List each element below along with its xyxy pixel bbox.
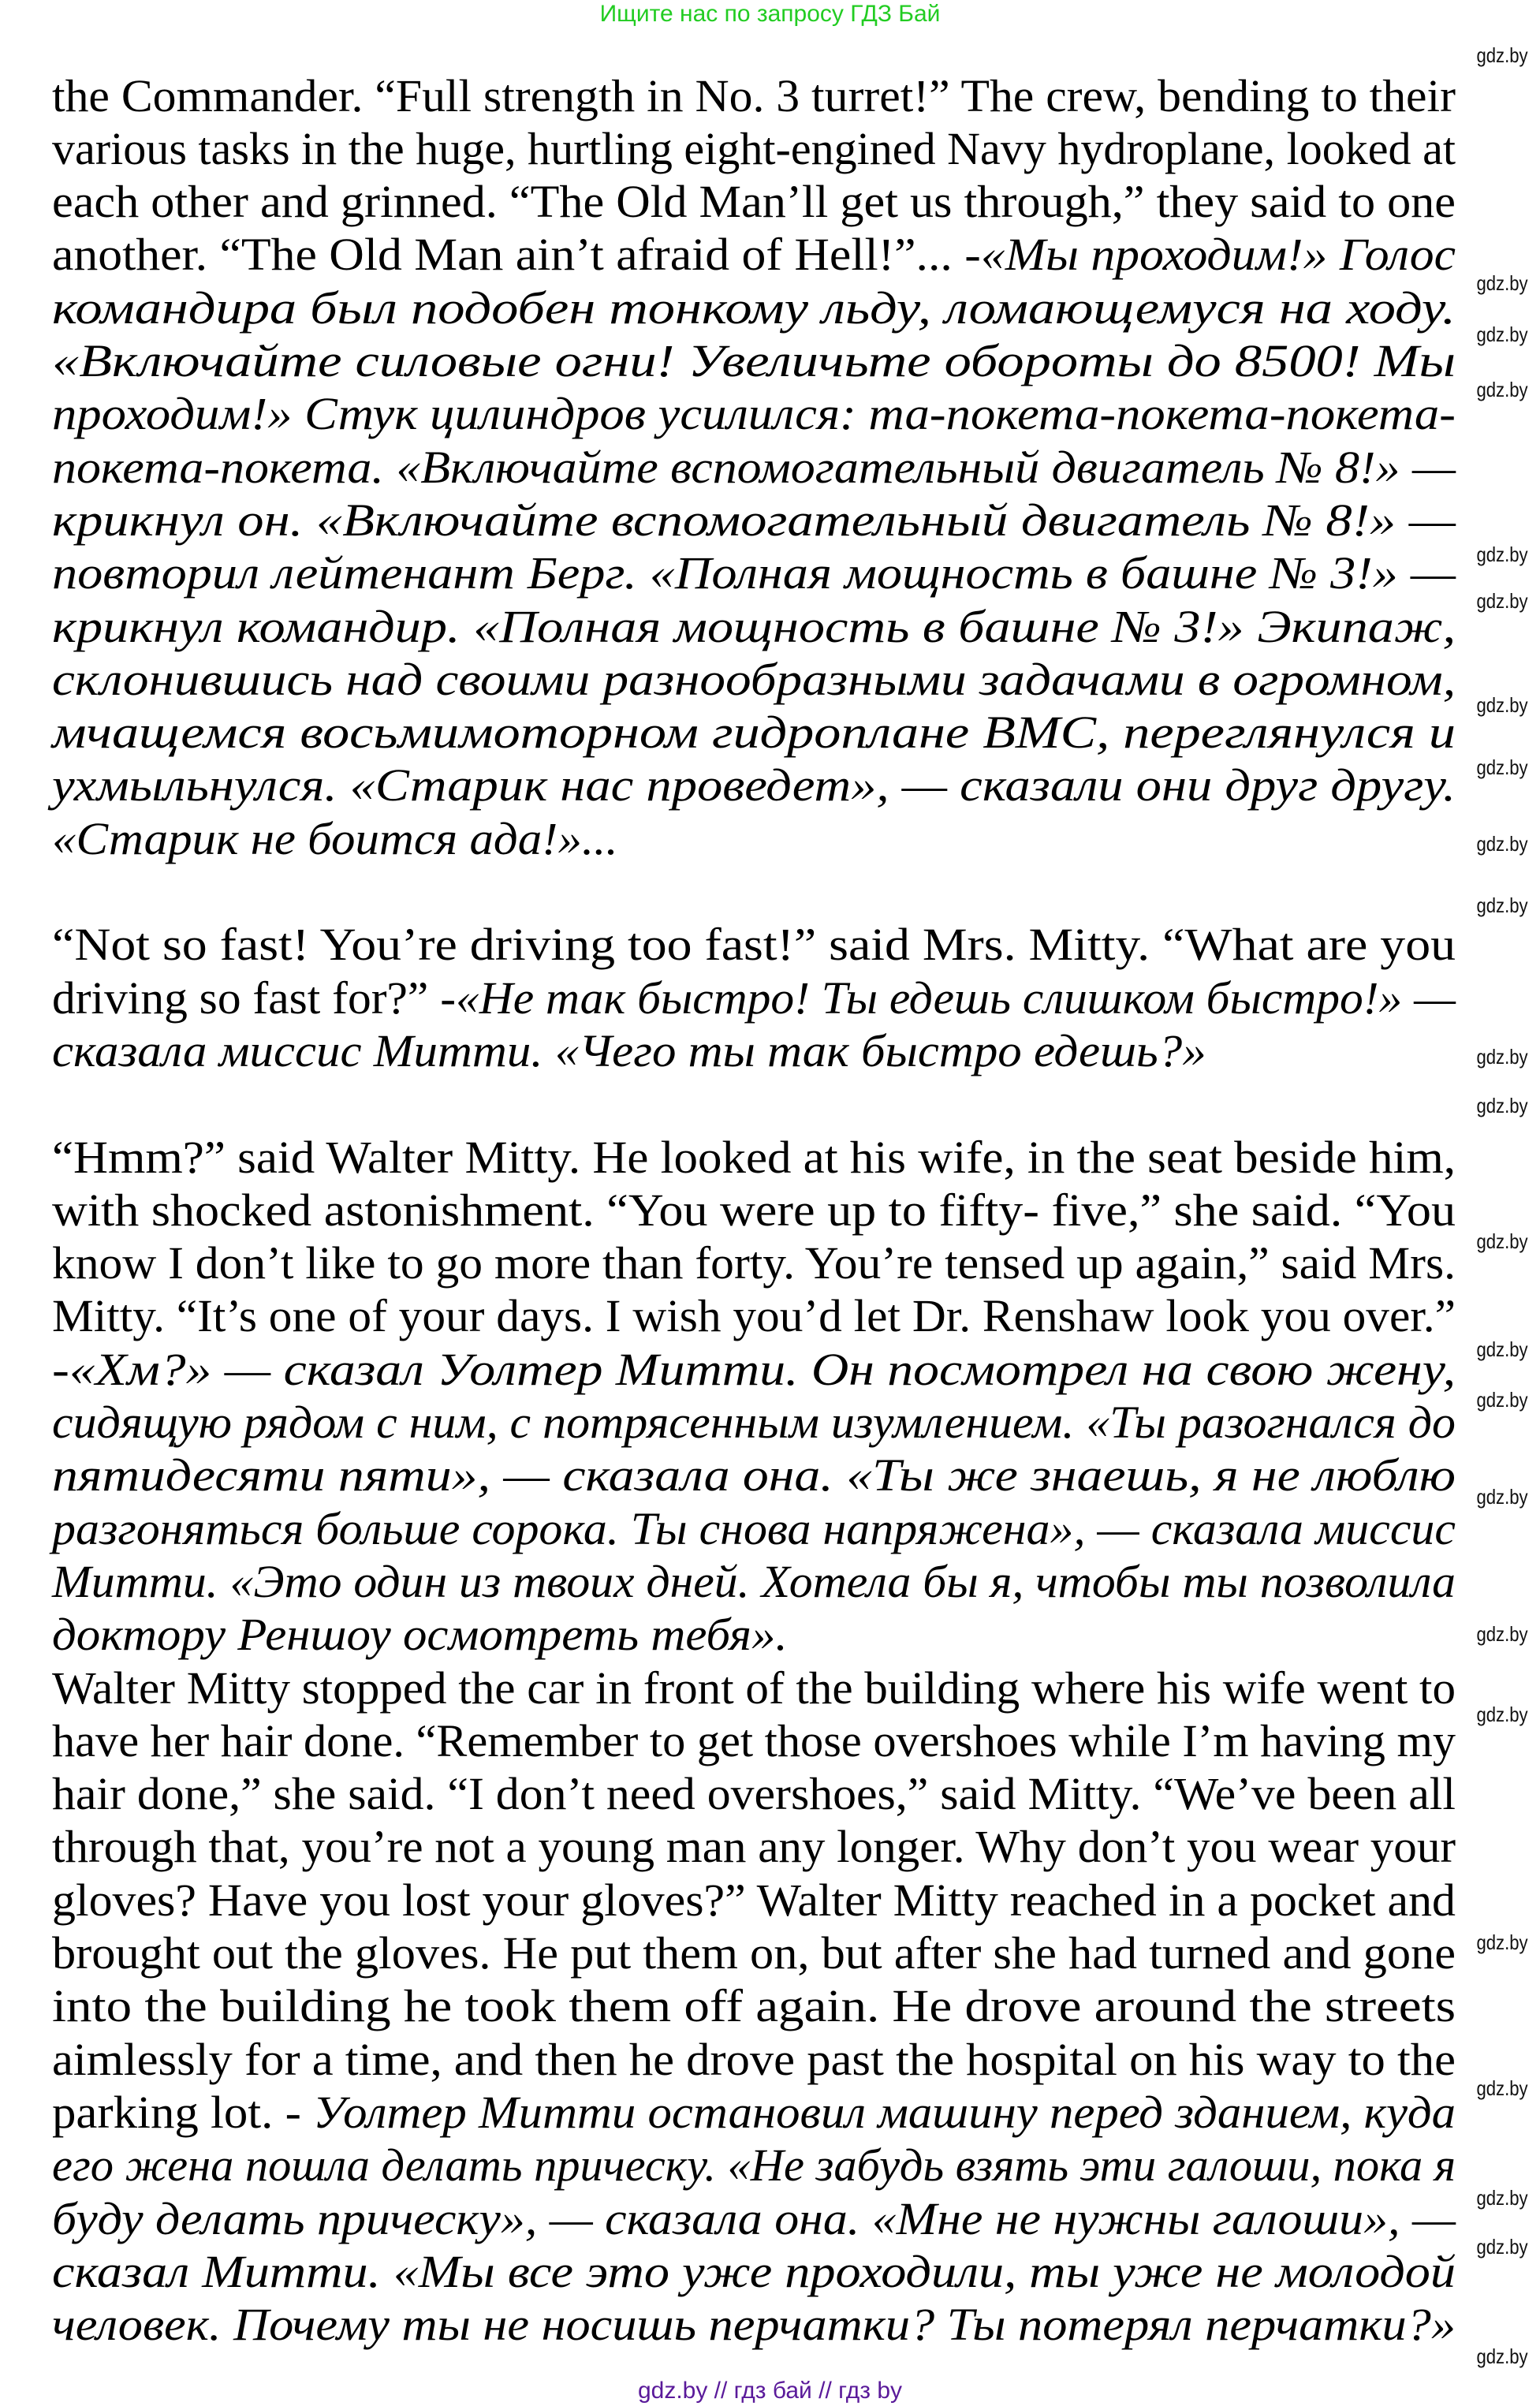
text-line [52, 175, 1456, 228]
text-line [52, 1608, 1456, 1661]
text-line [52, 2086, 1456, 2139]
text-line [52, 122, 1456, 175]
english-text: each other and grinned. “The Old Man’ll get us through,” they said to one [52, 176, 1456, 228]
english-text: “Hmm?” said Walter Mitty. He looked at his wife, in the seat beside him, [52, 1131, 1456, 1183]
watermark-text: gdz.by [1476, 1045, 1528, 1069]
english-text: gloves? Have you lost your gloves?” Walter Mitty reached in a pocket and [52, 1874, 1456, 1926]
text-line [52, 2192, 1456, 2245]
russian-translation: крикнул командир. «Полная мощность в башне № 3!» Экипаж, [52, 600, 1456, 652]
russian-translation: «Мы проходим!» Голос [980, 229, 1456, 281]
text-line [52, 1767, 1456, 1820]
text-line [52, 228, 1456, 281]
russian-translation: склонившись над своими разнообразными задачами в огромном, [52, 653, 1456, 705]
search-banner: Ищите нас по запросу ГДЗ Бай [599, 1, 941, 27]
english-text: with shocked astonishment. “You were up to fifty- five,” she said. “You [52, 1184, 1456, 1236]
watermark-text: gdz.by [1476, 1930, 1528, 1954]
text-line [52, 1927, 1456, 1979]
russian-translation: повторил лейтенант Берг. «Полная мощность в башне № 3!» — [52, 547, 1456, 599]
text-line [52, 387, 1456, 440]
russian-translation: сказала миссис Митти. «Чего ты так быстро едешь?» [52, 1024, 1206, 1076]
text-line [52, 282, 1456, 334]
text-line [52, 2033, 1456, 2086]
russian-translation: сказал Митти. «Мы все это уже проходили, ты уже не молодой [52, 2245, 1456, 2297]
watermark-text: gdz.by [1476, 1337, 1528, 1361]
text-line [52, 972, 1456, 1024]
watermark-text: gdz.by [1476, 2235, 1528, 2259]
russian-translation: «Старик не боится ада!»... [52, 812, 618, 864]
english-text: the Commander. “Full strength in No. 3 turret!” The crew, bending to their [52, 69, 1456, 121]
english-text: parking lot. - [52, 2086, 314, 2138]
watermark-text: gdz.by [1476, 543, 1528, 566]
watermark-text: gdz.by [1476, 755, 1528, 779]
text-line [52, 812, 1456, 865]
text-line [52, 1555, 1456, 1608]
text-line [52, 1237, 1456, 1289]
watermark-text: gdz.by [1476, 893, 1528, 917]
text-line [52, 1820, 1456, 1873]
watermark-text: gdz.by [1476, 271, 1528, 295]
text-line [52, 1343, 1456, 1396]
text-line [52, 1502, 1456, 1555]
watermark-text: gdz.by [1476, 378, 1528, 401]
russian-translation: сидящую рядом с ним, с потрясенным изумлением. «Ты разогнался до [52, 1397, 1456, 1448]
russian-translation: доктору Реншоу осмотреть тебя». [52, 1609, 788, 1661]
russian-translation: человек. Почему ты не носишь перчатки? Ты потерял перчатки?» [52, 2299, 1456, 2351]
watermark-text: gdz.by [1476, 1388, 1528, 1412]
text-line [52, 1024, 1456, 1077]
text-line [52, 1714, 1456, 1767]
text-line [52, 1184, 1456, 1237]
watermark-text: gdz.by [1476, 1485, 1528, 1509]
text-line [52, 69, 1456, 122]
russian-translation: покета-покета. «Включайте вспомогательный двигатель № 8!» — [52, 441, 1456, 493]
russian-translation: Митти. «Это один из твоих дней. Хотела бы я, чтобы ты позволила [52, 1555, 1456, 1607]
watermark-text: gdz.by [1476, 1622, 1528, 1646]
text-line [52, 1449, 1456, 1501]
text-line [52, 653, 1456, 706]
watermark-text: gdz.by [1476, 2186, 1528, 2210]
text-line [52, 1662, 1456, 1714]
text-line [52, 1874, 1456, 1927]
text-line [52, 441, 1456, 494]
english-text: another. “The Old Man ain’t afraid of Hell!”... - [52, 229, 981, 281]
english-text: know I don’t like to go more than forty. You’re tensed up again,” said Mrs. [52, 1237, 1456, 1289]
russian-translation: командира был подобен тонкому льду, ломающемуся на ходу. [52, 282, 1456, 334]
watermark-text: gdz.by [1476, 832, 1528, 856]
text-line [52, 2139, 1456, 2192]
russian-translation: «Включайте силовые огни! Увеличьте обороты до 8500! Мы [52, 335, 1456, 386]
watermark-text: gdz.by [1476, 323, 1528, 346]
watermark-text: gdz.by [1476, 1703, 1528, 1726]
english-text: - [52, 1343, 69, 1395]
footer-banner: gdz.by // гдз бай // гдз by [637, 2378, 903, 2404]
text-line [52, 2298, 1456, 2351]
text-line [52, 1289, 1456, 1342]
russian-translation: проходим!» Стук цилиндров усилился: та-покета-покета-покета- [52, 388, 1456, 440]
english-text: driving so fast for?” - [52, 972, 457, 1024]
russian-translation: крикнул он. «Включайте вспомогательный двигатель № 8!» — [52, 494, 1456, 546]
english-text: through that, you’re not a young man any longer. Why don’t you wear your [52, 1821, 1456, 1873]
english-text: brought out the gloves. He put them on, but after she had turned and gone [52, 1927, 1456, 1979]
watermark-text: gdz.by [1476, 43, 1528, 67]
watermark-text: gdz.by [1476, 1229, 1528, 1253]
english-text: Walter Mitty stopped the car in front of the building where his wife went to [52, 1662, 1456, 1714]
russian-translation: Уолтер Митти остановил машину перед зданием, куда [313, 2086, 1456, 2138]
english-text: hair done,” she said. “I don’t need overshoes,” said Mitty. “We’ve been all [52, 1768, 1456, 1820]
russian-translation: разгоняться больше сорока. Ты снова напряжена», — сказала миссис [52, 1502, 1456, 1554]
text-line [52, 334, 1456, 387]
watermark-text: gdz.by [1476, 589, 1528, 613]
english-text: have her hair done. “Remember to get those overshoes while I’m having my [52, 1714, 1456, 1766]
watermark-text: gdz.by [1476, 2344, 1528, 2368]
russian-translation: «Не так быстро! Ты едешь слишком быстро!» — [456, 972, 1456, 1024]
text-line [52, 494, 1456, 546]
english-text: aimlessly for a time, and then he drove past the hospital on his way to the [52, 2033, 1456, 2085]
text-line [52, 1396, 1456, 1449]
english-text: Mitty. “It’s one of your days. I wish you’d let Dr. Renshaw look you over.” [52, 1290, 1456, 1342]
text-line [52, 546, 1456, 599]
english-text: into the building he took them off again. He drove around the streets [52, 1980, 1456, 2032]
russian-translation: пятидесяти пяти», — сказала она. «Ты же знаешь, я не люблю [52, 1449, 1456, 1501]
english-text: “Not so fast! You’re driving too fast!” said Mrs. Mitty. “What are you [52, 919, 1456, 971]
watermark-text: gdz.by [1476, 2076, 1528, 2100]
english-text: various tasks in the huge, hurtling eight-engined Navy hydroplane, looked at [52, 122, 1456, 174]
text-line [52, 1131, 1456, 1184]
russian-translation: ухмыльнулся. «Старик нас проведет», — сказали они друг другу. [52, 759, 1456, 811]
text-line [52, 2245, 1456, 2298]
text-line [52, 706, 1456, 759]
russian-translation: буду делать прическу», — сказала она. «Мне не нужны галоши», — [52, 2192, 1456, 2244]
russian-translation: его жена пошла делать прическу. «Не забудь взять эти галоши, пока я [52, 2139, 1456, 2192]
text-line [52, 600, 1456, 653]
watermark-text: gdz.by [1476, 693, 1528, 717]
text-line [52, 1979, 1456, 2032]
russian-translation: «Хм?» — сказал Уолтер Митти. Он посмотрел на свою жену, [69, 1343, 1456, 1395]
watermark-text: gdz.by [1476, 1094, 1528, 1117]
text-line [52, 918, 1456, 971]
russian-translation: мчащемся восьмимоторном гидроплане ВМС, переглянулся и [52, 707, 1456, 759]
text-line [52, 759, 1456, 811]
